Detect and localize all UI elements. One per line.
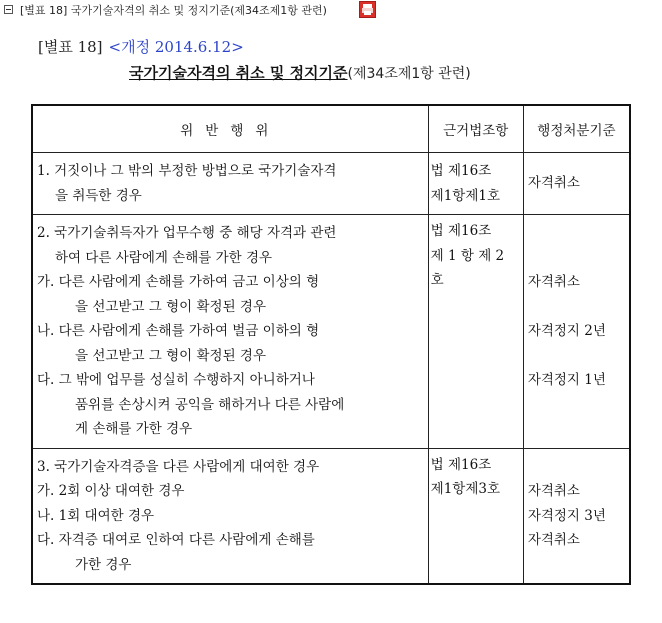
violation-line: 3. 국가기술자격증을 다른 사람에게 대여한 경우	[37, 458, 320, 475]
violation-line: 1. 거짓이나 그 밖의 부정한 방법으로 국가기술자격	[37, 163, 337, 179]
sub-item-line: 나. 다른 사람에게 손해를 가하여 벌금 이하의 형	[37, 323, 320, 339]
sub-item-line: 나. 1회 대여한 경우	[37, 507, 155, 524]
collapse-minus-icon[interactable]	[4, 5, 13, 14]
penalty-cell	[523, 153, 630, 215]
violation-cell	[32, 448, 428, 584]
penalty-value: 자격취소	[527, 532, 580, 548]
penalty-cell	[523, 215, 630, 449]
table-header-row	[32, 105, 630, 153]
sub-item-line: 다. 그 밖에 업무를 성실히 수행하지 아니하거나	[37, 372, 315, 388]
law-line: 법 제16조	[430, 456, 492, 473]
sub-item-line: 다. 자격증 대여로 인하여 다른 사람에게 손해를	[37, 532, 315, 548]
violation-line: 하여 다른 사람에게 손해를 가한 경우	[55, 249, 273, 266]
penalty-cell	[523, 448, 630, 584]
law-line: 법 제16조	[430, 163, 492, 179]
penalty-table	[31, 104, 631, 585]
violation-line: 2. 국가기술취득자가 업무수행 중 해당 자격과 관련	[37, 225, 337, 241]
table-row	[32, 215, 630, 449]
sub-item-line: 게 손해를 가한 경우	[75, 421, 193, 437]
law-line: 호	[430, 272, 444, 288]
sub-item-line: 품위를 손상시켜 공익을 해하거나 다른 사람에	[75, 396, 345, 413]
law-line: 제1항제1호	[430, 187, 500, 204]
violation-line: 을 취득한 경우	[55, 187, 142, 204]
law-cell	[428, 215, 523, 449]
law-line: 법 제16조	[430, 223, 492, 239]
law-line: 제1항제3호	[430, 481, 500, 497]
penalty-value: 자격취소	[527, 175, 580, 191]
print-icon[interactable]	[359, 1, 376, 18]
annex-header	[38, 36, 244, 57]
header-law: 근거법조항	[428, 105, 523, 153]
header-penalty: 행정처분기준	[523, 105, 630, 153]
law-cell	[428, 153, 523, 215]
penalty-value: 자격정지 2년	[527, 323, 606, 339]
annex-strip	[0, 0, 662, 22]
violation-cell	[32, 153, 428, 215]
sub-item-line: 가한 경우	[75, 556, 132, 573]
revision-note: <개정 2014.6.12>	[108, 38, 244, 56]
title-reference: (제34조제1항 관련)	[347, 66, 471, 82]
law-cell	[428, 448, 523, 584]
table-row	[32, 448, 630, 584]
law-line: 제 1 항 제 2	[430, 247, 505, 264]
page-title	[129, 62, 471, 83]
sub-item-line: 가. 2회 이상 대여한 경우	[37, 483, 185, 499]
penalty-value: 자격정지 3년	[527, 507, 606, 524]
violation-cell	[32, 215, 428, 449]
header-violation: 위반행위	[32, 105, 428, 153]
penalty-value: 자격취소	[527, 483, 580, 499]
annex-label: [별표 18]	[38, 38, 103, 56]
sub-item-line: 가. 다른 사람에게 손해를 가하여 금고 이상의 형	[37, 274, 320, 290]
table-row	[32, 153, 630, 215]
penalty-value: 자격정지 1년	[527, 372, 606, 388]
penalty-value: 자격취소	[527, 274, 580, 290]
sub-item-line: 을 선고받고 그 형이 확정된 경우	[75, 298, 266, 315]
sub-item-line: 을 선고받고 그 형이 확정된 경우	[75, 347, 266, 364]
annex-strip-title[interactable]: [별표 18] 국가기술자격의 취소 및 정지기준(제34조제1항 관련)	[20, 4, 327, 17]
title-main: 국가기술자격의 취소 및 정지기준	[129, 64, 348, 82]
